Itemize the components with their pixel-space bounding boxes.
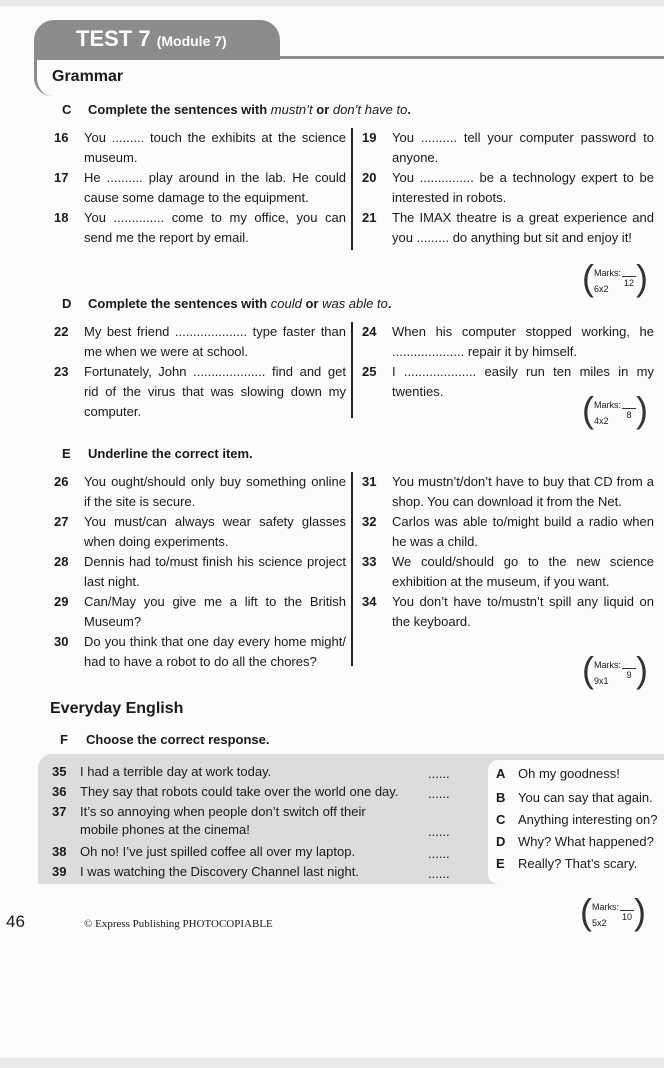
answer-blank-39: ...... [428, 866, 450, 881]
test-title: TEST 7 (Module 7) [76, 26, 227, 51]
response-b: B You can say that again. [496, 790, 653, 805]
page-number: 46 [6, 912, 25, 931]
column-divider [351, 472, 353, 666]
marks-box-c: ( ) Marks: 6x2 12 [582, 257, 648, 298]
answer-blank-35: ...... [428, 766, 450, 781]
response-d: D Why? What happened? [496, 834, 654, 849]
marks-box-e: ( ) Marks: 9x1 9 [582, 649, 648, 690]
grammar-heading: Grammar [52, 68, 124, 85]
section-c-instruction: C Complete the sentences with mustn’t or don’t have to. [62, 102, 411, 117]
marks-box-d: ( ) Marks: 4x2 8 [582, 389, 648, 430]
section-f-instruction: F Choose the correct response. [60, 732, 270, 747]
marks-box-f: ( ) Marks: 5x2 10 [580, 891, 646, 932]
column-divider [351, 128, 353, 250]
section-e-instruction: E Underline the correct item. [62, 446, 253, 461]
column-divider [351, 322, 353, 418]
section-d-instruction: D Complete the sentences with could or was able to. [62, 296, 392, 311]
test-subtitle: (Module 7) [156, 33, 227, 49]
response-a: A Oh my goodness! [496, 766, 620, 781]
response-c: C Anything interesting on? [496, 812, 658, 827]
response-e: E Really? That’s scary. [496, 856, 638, 871]
answer-blank-38: ...... [428, 846, 450, 861]
answer-blank-36: ...... [428, 786, 450, 801]
everyday-english-heading: Everyday English [50, 700, 184, 717]
answer-blank-37: ...... [428, 824, 450, 839]
header-rule [34, 56, 664, 59]
copyright-footer: © Express Publishing PHOTOCOPIABLE [84, 918, 273, 930]
